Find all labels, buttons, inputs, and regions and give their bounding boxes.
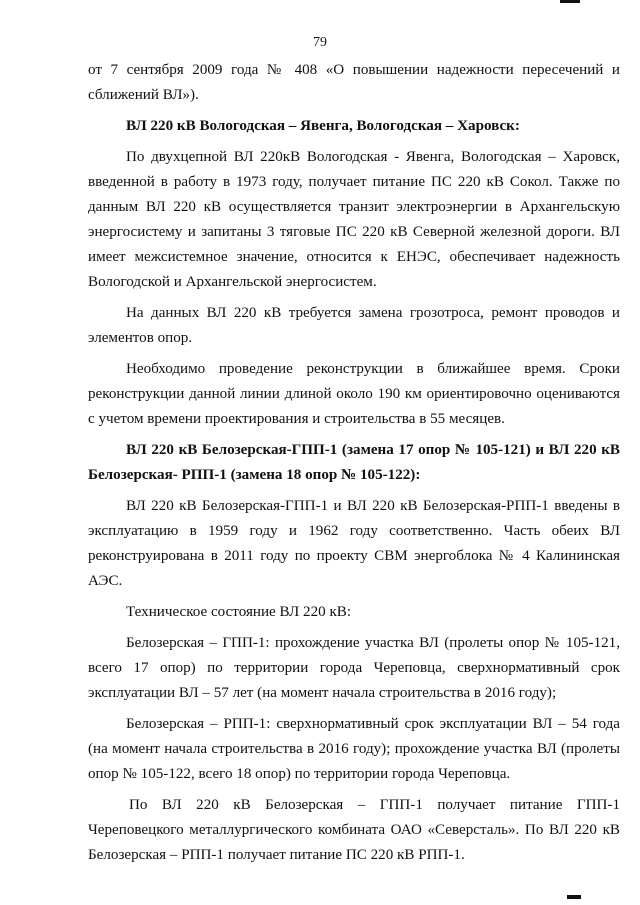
paragraph-continuation: от 7 сентября 2009 года № 408 «О повышении надежности пересечений и сближений ВЛ»).: [88, 62, 620, 103]
page-number: 79: [313, 35, 327, 50]
paragraph-vologodskaya-description: По двухцепной ВЛ 220кВ Вологодская - Явенга, Вологодская – Харовск, введенной в работу в 1973 году, получает питание ПС 220 кВ Сокол. Также по данным ВЛ 220 кВ осуществляется транзит электроэнергии в Архангельскую энергосистему и запитаны 3 тяговые ПС 220 кВ Северной железной дороги. ВЛ имеет межсистемное значение, относится к ЕНЭС, обеспечивает надежность Вологодской и Архангельской энергосистем.: [88, 149, 620, 290]
document-body: [88, 58, 620, 868]
corner-mark-bottom: [567, 895, 581, 899]
paragraph-gpp1-state: Белозерская – ГПП-1: прохождение участка ВЛ (пролеты опор № 105-121, всего 17 опор) по территории города Череповца, сверхнормативный срок эксплуатации ВЛ – 57 лет (на момент начала строительства в 2016 году);: [88, 635, 620, 701]
section-heading-belozerskaya: ВЛ 220 кВ Белозерская-ГПП-1 (замена 17 опор № 105-121) и ВЛ 220 кВ Белозерская- РПП-1 (замена 18 опор № 105-122):: [88, 442, 620, 483]
paragraph-power-supply: По ВЛ 220 кВ Белозерская – ГПП-1 получает питание ГПП-1 Череповецкого металлургического комбината ОАО «Северсталь». По ВЛ 220 кВ Белозерская – РПП-1 получает питание ПС 220 кВ РПП-1.: [88, 797, 620, 863]
section-heading-vologodskaya: ВЛ 220 кВ Вологодская – Явенга, Вологодская – Харовск:: [126, 118, 520, 134]
paragraph-reconstruction-terms: Необходимо проведение реконструкции в ближайшее время. Сроки реконструкции данной линии длиной около 190 км ориентировочно оцениваются с учетом времени проектирования и строительства в 55 месяцев.: [88, 361, 620, 427]
paragraph-belozerskaya-commissioning: ВЛ 220 кВ Белозерская-ГПП-1 и ВЛ 220 кВ Белозерская-РПП-1 введены в эксплуатацию в 1959 году и 1962 году соответственно. Часть обеих ВЛ реконструирована в 2011 году по проекту СВМ энергоблока № 4 Калининская АЭС.: [88, 498, 620, 589]
paragraph-rpp1-state: Белозерская – РПП-1: сверхнормативный срок эксплуатации ВЛ – 54 года (на момент начала строительства в 2016 году); прохождение участка ВЛ (пролеты опор № 105-122, всего 18 опор) по территории города Череповца.: [88, 716, 620, 782]
corner-mark-top: [560, 0, 580, 3]
paragraph-groundwire-replacement: На данных ВЛ 220 кВ требуется замена грозотроса, ремонт проводов и элементов опор.: [88, 305, 620, 346]
paragraph-technical-state-label: Техническое состояние ВЛ 220 кВ:: [126, 604, 352, 620]
